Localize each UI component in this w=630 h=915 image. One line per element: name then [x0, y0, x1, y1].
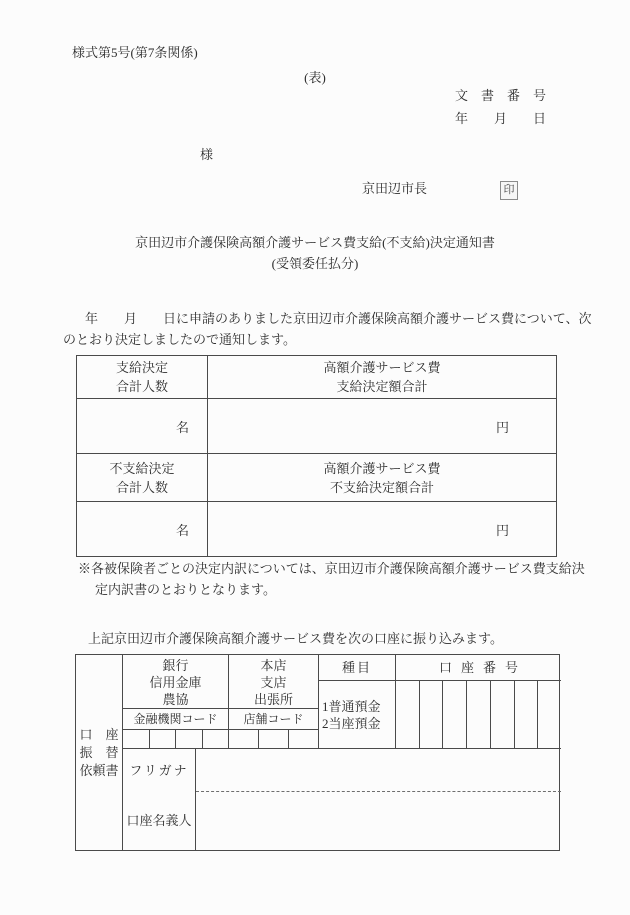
- branch-option-line2: 支店: [260, 675, 287, 690]
- account-type-header-cell: 種目: [319, 655, 396, 681]
- body-text-line2: のとおり決定しましたので通知します。: [63, 332, 296, 347]
- page-side-label: (表): [304, 70, 326, 85]
- document-subtitle: (受領委任払分): [271, 256, 359, 271]
- doc-number-label: 文 書 番 号: [455, 88, 547, 103]
- approved-count-header-cell: [77, 356, 208, 399]
- bank-option-line1: 銀行: [162, 658, 189, 673]
- bank-code-label-cell: 金融機関コード: [123, 709, 229, 730]
- payee-value-cell: [196, 749, 561, 850]
- document-title: 京田辺市介護保険高額介護サービス費支給(不支給)決定通知書: [135, 235, 495, 250]
- rejected-label-line1: 不支給決定: [109, 460, 175, 476]
- table-row: [77, 502, 557, 557]
- rejected-label-line2: 合計人数: [115, 479, 168, 495]
- approved-amount-header-cell: [208, 356, 557, 399]
- account-number-digit-box: [442, 681, 466, 748]
- side-label-line1: 口 座: [79, 726, 119, 742]
- body-text-line1: 年 月 日に申請のありました京田辺市介護保険高額介護サービス費について、次: [85, 311, 592, 326]
- transfer-request-side-label-cell: [76, 655, 123, 850]
- approved-count-value-cell: [77, 399, 208, 454]
- note-line1: ※各被保険者ごとの決定内訳については、京田辺市介護保険高額介護サービス費支給決: [78, 561, 585, 576]
- account-number-digit-box: [419, 681, 443, 748]
- furigana-label: フリガナ: [129, 763, 189, 778]
- rejected-amount-header-cell: [208, 454, 557, 502]
- furigana-name-divider: [196, 791, 561, 792]
- account-type-options-cell: [319, 681, 396, 749]
- branch-code-digit-box: [258, 730, 288, 748]
- branch-name-header-cell: [229, 655, 319, 709]
- bank-code-digit-box: [202, 730, 229, 748]
- rejected-amount-header-line1: 高額介護サービス費: [323, 460, 441, 476]
- people-unit-label: 名: [175, 522, 189, 538]
- payee-labels-cell: [123, 749, 196, 850]
- rejected-count-value-cell: [77, 502, 208, 557]
- form-number: 様式第5号(第7条関係): [72, 45, 198, 60]
- rejected-count-header-cell: [77, 454, 208, 502]
- sender-name: 京田辺市長: [362, 181, 428, 196]
- bank-transfer-table: [75, 654, 560, 851]
- date-line: 年 月 日: [455, 111, 547, 126]
- bank-code-digit-box: [175, 730, 202, 748]
- people-unit-label: 名: [175, 419, 189, 435]
- bank-option-line3: 農協: [162, 692, 189, 707]
- addressee-honorific: 様: [200, 147, 214, 162]
- account-number-digit-box: [537, 681, 561, 748]
- bank-code-digit-box: [149, 730, 176, 748]
- yen-unit-label: 円: [495, 522, 509, 538]
- branch-code-digit-box: [229, 730, 258, 748]
- account-number-input-cells: [396, 681, 561, 749]
- decision-table: [76, 355, 557, 557]
- branch-code-digit-box: [288, 730, 318, 748]
- account-type-option1: 1普通預金: [322, 698, 381, 714]
- branch-option-line3: 出張所: [253, 692, 293, 707]
- table-row: [77, 399, 557, 454]
- bank-code-input-cells: [123, 730, 229, 749]
- yen-unit-label: 円: [495, 419, 509, 435]
- approved-amount-header-line2: 支給決定額合計: [336, 379, 428, 394]
- mayor-seal-icon: 印: [500, 181, 518, 200]
- rejected-amount-header-line2: 不支給決定額合計: [329, 479, 434, 495]
- account-holder-label: 口座名義人: [126, 813, 192, 828]
- table-row: [77, 454, 557, 502]
- approved-amount-header-line1: 高額介護サービス費: [323, 360, 441, 375]
- transfer-intro: 上記京田辺市介護保険高額介護サービス費を次の口座に振り込みます。: [88, 631, 503, 646]
- side-label-line3: 依頼書: [79, 762, 119, 778]
- table-row: [77, 356, 557, 399]
- account-number-digit-box: [514, 681, 538, 748]
- approved-label-line1: 支給決定: [115, 360, 168, 375]
- bank-option-line2: 信用金庫: [149, 675, 202, 690]
- bank-name-header-cell: [123, 655, 229, 709]
- note-line2: 定内訳書のとおりとなります。: [95, 582, 276, 597]
- account-number-digit-box: [396, 681, 419, 748]
- transfer-request-side-label: [76, 726, 122, 780]
- branch-code-label-cell: 店舗コード: [229, 709, 319, 730]
- account-number-digit-box: [466, 681, 490, 748]
- account-number-digit-box: [490, 681, 514, 748]
- approved-amount-value-cell: [208, 399, 557, 454]
- account-number-header-cell: 口座番号: [396, 655, 561, 681]
- bank-code-digit-box: [123, 730, 149, 748]
- approved-label-line2: 合計人数: [115, 379, 168, 394]
- branch-option-line1: 本店: [260, 658, 287, 673]
- side-label-line2: 振 替: [79, 744, 119, 760]
- rejected-amount-value-cell: [208, 502, 557, 557]
- account-type-option2: 2当座預金: [322, 715, 381, 731]
- branch-code-input-cells: [229, 730, 319, 749]
